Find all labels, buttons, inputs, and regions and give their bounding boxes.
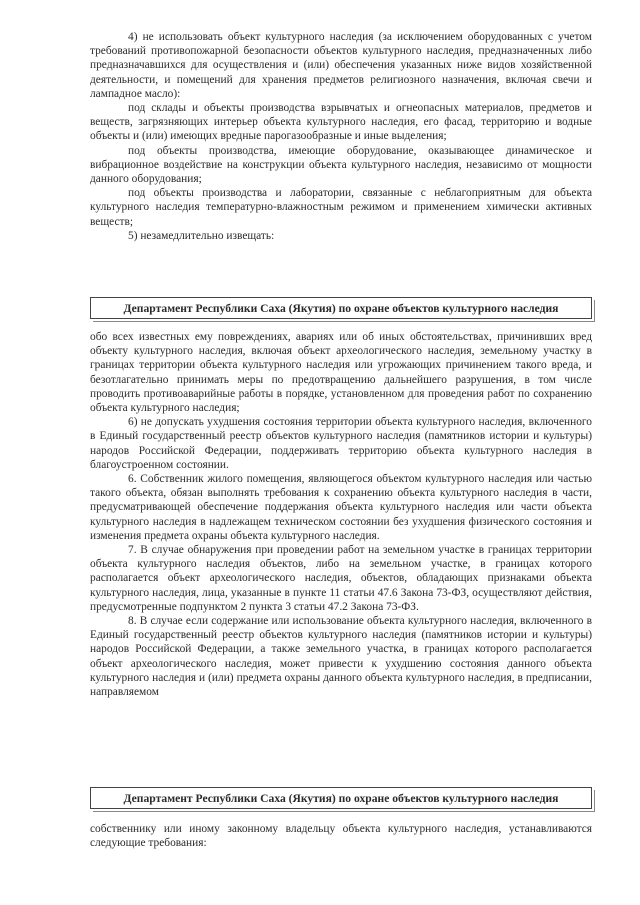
text-block-middle: [90, 330, 592, 699]
paragraph-section-8: 8. В случае если содержание или использование объекта культурного наследия, включенного в Единый государственный реестр объектов культурного наследия (памятников истории и культуры) народов Российской Федерации, а также земельного участка, в границах которого располагается объект археологического наследия, может привести к ухудшению состояния данного объекта культурного наследия и (или) предмета охраны данного объекта культурного наследия, в предписании, направляемом: [90, 615, 592, 699]
paragraph-item-5: 5) незамедлительно извещать:: [128, 229, 275, 242]
paragraph-item-4: 4) не использовать объект культурного наследия (за исключением оборудованных с учетом требований противопожарной безопасности объектов культурного наследия, предназначенных либо предназначавшихся для осуществления и (или) обеспечения указанных ниже видов хозяйственной деятельности, и помещений для хранения предметов религиозного назначения, включая свечи и лампадное масло):: [90, 31, 592, 100]
paragraph-production-objects: под объекты производства, имеющие оборудование, оказывающее динамическое и вибрационное воздействие на конструкции объекта культурного наследия, независимо от мощности данного оборудования;: [90, 144, 592, 186]
paragraph-section-7: 7. В случае обнаружения при проведении работ на земельном участке в границах территории объекта культурного наследия объектов, либо на земельном участке, в границах которого располагается объект археологического наследия, объектов, обладающих признаками объекта культурного наследия, лица, указанные в пункте 11 статьи 47.6 Закона 73-ФЗ, осуществляют действия, предусмотренные подпунктом 2 пункта 3 статьи 47.2 Закона 73-ФЗ.: [90, 544, 592, 613]
paragraph-laboratories: под объекты производства и лаборатории, связанные с неблагоприятным для объекта культурного наследия температурно-влажностным режимом и применением химически активных веществ;: [90, 187, 592, 228]
department-stamp-2: [90, 787, 592, 809]
paragraph-item-6: 6) не допускать ухудшения состояния территории объекта культурного наследия, включенного в Единый государственный реестр объектов культурного наследия (памятников истории и культуры) народов Российской Федерации, поддерживать территорию объекта культурного наследия в благоустроенном состоянии.: [90, 416, 592, 471]
department-stamp-text: Департамент Республики Саха (Якутия) по охране объектов культурного наследия: [123, 791, 559, 805]
paragraph-notify-damage: обо всех известных ему повреждениях, авариях или об иных обстоятельствах, причинивших вред объекту культурного наследия, включая объект археологического наследия, земельному участку в границах территории объекта культурного наследия или угрожающих причинением такого вреда, и безотлагательно принимать меры по предотвращению дальнейшего разрушения, в том числе проводить противоаварийные работы в порядке, установленном для проведения работ по сохранению объекта культурного наследия;: [90, 331, 592, 415]
text-block-bottom: [90, 822, 592, 850]
paragraph-requirements: собственнику или иному законному владельцу объекта культурного наследия, устанавливаются следующие требования:: [90, 823, 592, 850]
department-stamp-1: [90, 297, 592, 319]
text-block-top: [90, 30, 592, 243]
paragraph-warehouses: под склады и объекты производства взрывчатых и огнеопасных материалов, предметов и веществ, загрязняющих интерьер объекта культурного наследия, его фасад, территорию и водные объекты и (или) имеющих вредные парогазообразные и иные выделения;: [90, 102, 592, 143]
department-stamp-text: Департамент Республики Саха (Якутия) по охране объектов культурного наследия: [123, 301, 559, 315]
paragraph-section-6: 6. Собственник жилого помещения, являющегося объектом культурного наследия или частью такого объекта, обязан выполнять требования к сохранению объекта культурного наследия в части, предусматривающей обеспечение поддержания объекта культурного наследия или части объекта культурного наследия в надлежащем техническом состоянии без ухудшения физического состояния и изменения предмета охраны объекта культурного наследия.: [90, 473, 592, 542]
